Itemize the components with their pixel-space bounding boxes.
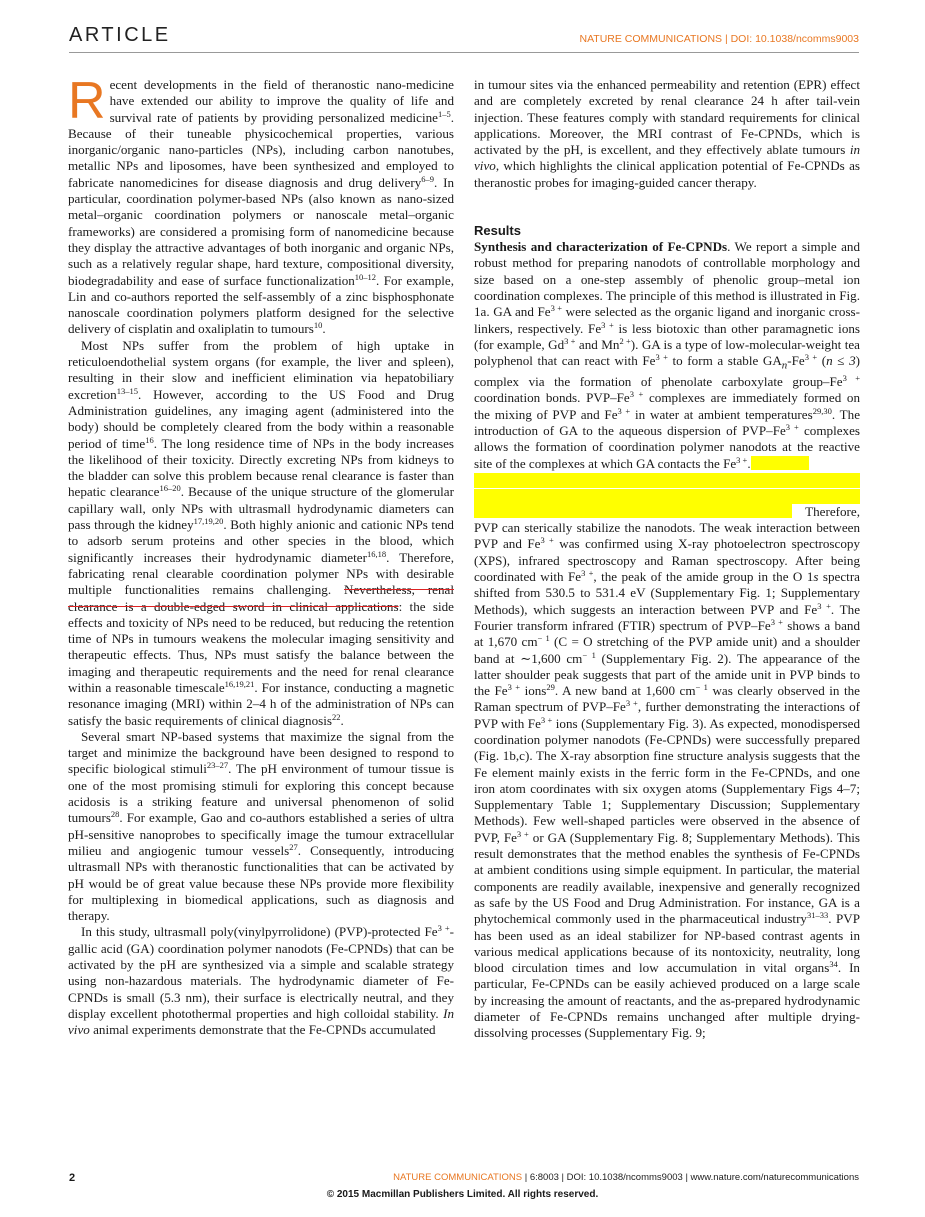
left-column (68, 72, 454, 1039)
text-run: . Because of the unique structure of the glomerular capillary wall, only NPs with ultrasmall hydrodynamic diameters can pass through the kidney (68, 484, 454, 533)
citation[interactable]: 31–33 (806, 910, 829, 921)
superscript: 3 + (540, 714, 553, 725)
text-run: . (747, 455, 751, 471)
text-run: in tumour sites via the enhanced permeability and retention (EPR) effect and are completely excreted by renal clearance 24 h after tail-vein injection. These features comply with standard requirements for clinical applications. Moreover, the MRI contrast of Fe-CPNDs, which is activated by the pH, is excellent, and they effectively ablate tumours (474, 77, 860, 158)
text-run: . In particular, Fe-CPNDs can be easily achieved produced on a large scale by increasing the amount of reactants, and the as-prepared hydrodynamic diameter of Fe-CPNDs remains unchanged after multiple drying-dissolving processes (Supplementary Fig. 9; (474, 960, 860, 1041)
text-run: . Because of their tuneable physicochemical properties, various inorganic/organic nano-particles (NPs), including carbon nanotubes, metallic NPs and liposomes, have been synthesized and employed to fabricate nanomedicines for disease diagnosis and drug delivery (68, 109, 454, 190)
text-run: . The introduction of GA to the aqueous dispersion of PVP–Fe (474, 406, 861, 438)
superscript: 3 + (581, 568, 594, 579)
citation[interactable]: 17,19,20 (193, 516, 224, 527)
superscript: 3 + (785, 421, 799, 432)
footer-journal-name: NATURE COMMUNICATIONS (393, 1172, 523, 1183)
drop-cap: R (68, 72, 106, 130)
text-run: Most NPs suffer from the problem of high uptake in reticuloendothelial system organs (for example, the liver and spleen), resulting in their slow and inefficient elimination via hepatobiliary excretion (68, 337, 454, 402)
text-run: . The long residence time of NPs in the body increases the likelihood of their toxicity. Directly excreting NPs from kidneys to the bladder can solve this problem because renal clearance is faster than hepatic clearance (68, 435, 454, 500)
text-run: . The Fourier transform infrared (FTIR) spectrum of PVP–Fe (474, 601, 861, 633)
text-run: n (781, 359, 788, 372)
highlight-block (474, 473, 860, 488)
text-run: | 6:8003 | DOI: 10.1038/ncomms9003 | www.nature.com/naturecommunications (522, 1172, 859, 1183)
text-run: ). GA is a type of low-molecular-weight tea polyphenol that can react with Fe (474, 336, 860, 369)
text-run: . (322, 321, 326, 337)
citation[interactable]: 34 (829, 959, 838, 970)
superscript: 3 + (516, 828, 529, 839)
highlight-block (474, 504, 792, 518)
text-run: spectra shifted from 530.5 to 531.4 eV (Supplementary Fig. 1; Supplementary Methods), which suggests an interaction between PVP and Fe (474, 569, 860, 617)
text-run: . However, according to the US Food and Drug Administration guidelines, any imaging agent (administered into the body) should be completely cleared from the body within a reasonable period of time (68, 386, 454, 451)
right-column (474, 77, 860, 1042)
superscript: 3 + (437, 923, 450, 934)
journal-doi-header[interactable]: NATURE COMMUNICATIONS | DOI: 10.1038/ncomms9003 (579, 33, 859, 45)
page-number: 2 (69, 1172, 76, 1184)
superscript: 3 + (507, 682, 521, 693)
text-run: ecent developments in the field of theranostic nano-medicine have extended our ability to improve the quality of life and survival rate of patients by providing personalized medicine (109, 77, 454, 125)
paragraph-1 (68, 72, 454, 338)
text-run: In this study, ultrasmall poly(vinylpyrrolidone) (PVP)-protected Fe (81, 924, 438, 940)
text-run: , further demonstrating the interactions of PVP with Fe (474, 699, 860, 731)
citation[interactable]: 16 (145, 434, 154, 445)
citation[interactable]: 16,18 (366, 548, 387, 559)
text-run: -gallic acid (GA) coordination polymer nanodots (Fe-CPNDs) that can be activated by the pH are synthesized via a simple and scalable strategy using non-hazardous materials. The hydrodynamic diameter of Fe-CPNDs is small (5.3 nm), their surface is electrically neutral, and they display excellent photothermal properties and high colloidal stability. (68, 924, 454, 1021)
text-run: or GA (Supplementary Fig. 8; Supplementary Methods). This result demonstrates that the method enables the synthesis of Fe-CPNDs at ambient conditions using simple equipment. In particular, the material components are readily available, inexpensive and generally recognized as safe by the US Food and Drug Administration. For instance, GA is a phytochemical commonly used in the pharmaceutical industry (474, 829, 861, 927)
superscript: 3 + (629, 389, 644, 400)
subsection-heading: Synthesis and characterization of Fe-CPNDs (474, 239, 728, 255)
section-heading-results: Results (474, 223, 521, 239)
paragraph-3 (68, 729, 454, 925)
copyright-notice: © 2015 Macmillan Publishers Limited. All rights reserved. (326, 1189, 599, 1200)
citation[interactable]: 22 (332, 711, 341, 722)
superscript: 3 + (625, 698, 638, 709)
article-label: ARTICLE (69, 24, 171, 46)
text-run: is less biotoxic than other paramagnetic ions (for example, Gd (474, 320, 861, 352)
text-run: . PVP has been used as an ideal stabilizer for NP-based contrast agents in various medical applications because of its nontoxicity, neutrality, long blood circulation times and low accumulation in vital organs (474, 911, 860, 976)
text-run: . In particular, coordination polymer-based NPs (also known as nano-sized metal–organic coordination polymers or nanoscale metal–organic frameworks) are considered a promising form of nanomedicine because they display the attractive advantages of both inorganic and organic NPs, such as a relatively regular shape, hard texture, compositional diversity, biodegradability and ease of surface functionalization (68, 174, 454, 288)
superscript: − 1 (537, 633, 550, 644)
text-run: animal experiments demonstrate that the Fe-CPNDs accumulated (89, 1022, 436, 1038)
citation[interactable]: 16,19,21 (224, 678, 255, 689)
text-run: . Therefore, fabricating renal clearable coordination polymer NPs with desirable multiple functionalities remains challenging. (68, 549, 454, 598)
header-divider (69, 52, 859, 53)
superscript: 2 + (619, 335, 631, 346)
citation[interactable]: 10 (313, 320, 323, 331)
text-run: were selected as the organic ligand and inorganic cross-linkers, respectively. Fe (474, 304, 861, 336)
citation[interactable]: 29,30 (812, 405, 832, 416)
text-run: . The pH environment of tumour tissue is one of the most promising stimuli for exploring this concept because acidosis is a striking feature and universal phenomenon of solid tumours (68, 761, 454, 826)
text-run: : the side effects and toxicity of NPs need to be reduced, but reducing the retention time of NPs in tumours weakens the molecular imaging sensitivity and therapeutic effects. Thus, NPs must satisfy the balance between the imaging and therapeutic requirements and the need for renal clearance within a reasonable timescale (68, 598, 454, 695)
text-run: ions (520, 683, 547, 699)
text-run: . A new band at 1,600 cm (554, 683, 696, 699)
text-run: . Consequently, introducing ultrasmall NPs with theranostic functionalities that can be activated by pH would be of great value because these NPs provide more flexibility for multiplexing in biomedical applications, such as diagnosis and therapy. (68, 842, 454, 924)
text-run: in vivo (474, 142, 860, 174)
citation[interactable]: 27 (289, 841, 298, 852)
text-run: coordination bonds. PVP–Fe (474, 390, 630, 406)
text-run: (C = O stretching of the PVP amide unit) and a shoulder band at ∼1,600 cm (474, 634, 860, 666)
citation[interactable]: 10–12 (354, 271, 377, 282)
text-run: -Fe (787, 353, 805, 369)
text-run: . For instance, conducting a magnetic resonance imaging (MRI) within 2–4 h of the administration of NPs can satisfy the basic requirements of clinical diagnosis (68, 679, 454, 728)
text-run: Several smart NP-based systems that maximize the signal from the target and minimize the background have been designed to respond to specific biological stimuli (68, 728, 454, 777)
paragraph-continued (474, 77, 860, 191)
superscript: 3 + (550, 303, 563, 314)
text-run: In vivo (68, 1005, 454, 1038)
text-run: ) complex via the formation of phenolate carboxylate group–Fe (474, 353, 860, 390)
superscript: − 1 (582, 649, 596, 660)
superscript: 3 + (564, 335, 576, 346)
superscript: 3 + (617, 405, 631, 416)
superscript: 3 + (770, 616, 783, 627)
struck-through-text: Nevertheless, renal clearance is a double-edged sword in clinical applications (68, 582, 454, 614)
paragraph-4 (68, 924, 454, 1038)
highlight-block (474, 489, 860, 504)
footer-citation[interactable] (393, 1172, 859, 1183)
text-run: ( (817, 353, 827, 369)
superscript: 3 + (842, 373, 860, 384)
text-run: ions (Supplementary Fig. 3). As expected, monodispersed coordination polymer nanodots (Fe-CPNDs) were successfully prepared (Fig. 1b,c). The X-ray absorption fine structure analysis suggests that the Fe element mainly exists in the ferric form in the Fe-CPNDs, and one iron atom coordinates with six oxygen atoms (Supplementary Figs 4–7; Supplementary Table 1; Supplementary Discussion; Supplementary Methods). Few well-shaped particles were observed in the absence of PVP, Fe (474, 715, 861, 845)
text-run: , the peak of the amide group in the O 1 (593, 569, 814, 585)
superscript: 3 + (601, 319, 614, 330)
paragraph-2 (68, 338, 454, 729)
text-run: . For example, Gao and co-authors established a series of ultra pH-sensitive nanoprobes to specifically image the tumour extracellular milieu and angiogenic tumour vessels (68, 810, 454, 858)
text-run: . For example, Lin and co-authors reported the self-assembly of a zinc bisphosphonate nanoscale coordination polymers platform designed for the selective delivery of cisplatin and oxaliplatin to tumours (68, 272, 454, 337)
text-run: Therefore, PVP can sterically stabilize the nanodots. The weak interaction between PVP and Fe (474, 503, 860, 552)
citation[interactable]: 13–15 (116, 385, 138, 396)
superscript: 3 + (804, 352, 818, 363)
superscript: 3 + (655, 352, 668, 363)
text-run: in water at ambient temperatures (630, 406, 813, 422)
citation[interactable]: 28 (110, 809, 120, 820)
text-run: was clearly observed in the Raman spectrum of PVP–Fe (474, 683, 860, 715)
citation[interactable]: 1–5 (437, 108, 451, 119)
text-run: , which highlights the clinical application potential of Fe-CPNDs as theranostic probes for imaging-guided cancer therapy. (474, 158, 860, 190)
superscript: 3 + (540, 535, 554, 546)
citation[interactable]: 16–20 (159, 483, 181, 494)
citation[interactable]: 6–9 (421, 173, 435, 184)
citation[interactable]: 23–27 (206, 760, 229, 771)
text-run: and Mn (575, 336, 620, 352)
text-run: complexes allows the formation of coordination polymer nanodots at the reactive site of the complexes at which GA contacts the Fe (474, 422, 860, 471)
text-run: . We report a simple and robust method for preparing nanodots of controllable morphology and size based on a one-step assembly of phenolic group–metal ion coordination complexes. The principle of this method is illustrated in Fig. 1a. GA and Fe (474, 239, 860, 320)
citation[interactable]: 29 (546, 682, 555, 693)
superscript: 3 + (817, 600, 831, 611)
text-run: n ≤ 3 (826, 353, 856, 369)
text-run: (Supplementary Fig. 2). The appearance of the latter shoulder peak suggests that part of the amide unit in PVP binds to the Fe (474, 650, 860, 699)
text-run: complexes are immediately formed on the mixing of PVP and Fe (474, 390, 861, 422)
text-run: . (340, 712, 344, 728)
text-run: was confirmed using X-ray photoelectron spectroscopy (XPS), infrared spectroscopy and Raman spectroscopy. After being coordinated with Fe (474, 536, 860, 585)
results-paragraph (474, 239, 860, 1042)
text-run: to form a stable GA (667, 353, 782, 369)
text-run: shows a band at 1,670 cm (474, 617, 861, 650)
highlight-block (751, 456, 809, 470)
text-run: s (813, 569, 819, 585)
superscript: − 1 (695, 682, 708, 693)
text-run: . Both highly anionic and cationic NPs tend to adsorb serum proteins and other species in the blood, which significantly increases their hydrodynamic diameter (68, 517, 454, 565)
superscript: 3 + (736, 454, 748, 465)
